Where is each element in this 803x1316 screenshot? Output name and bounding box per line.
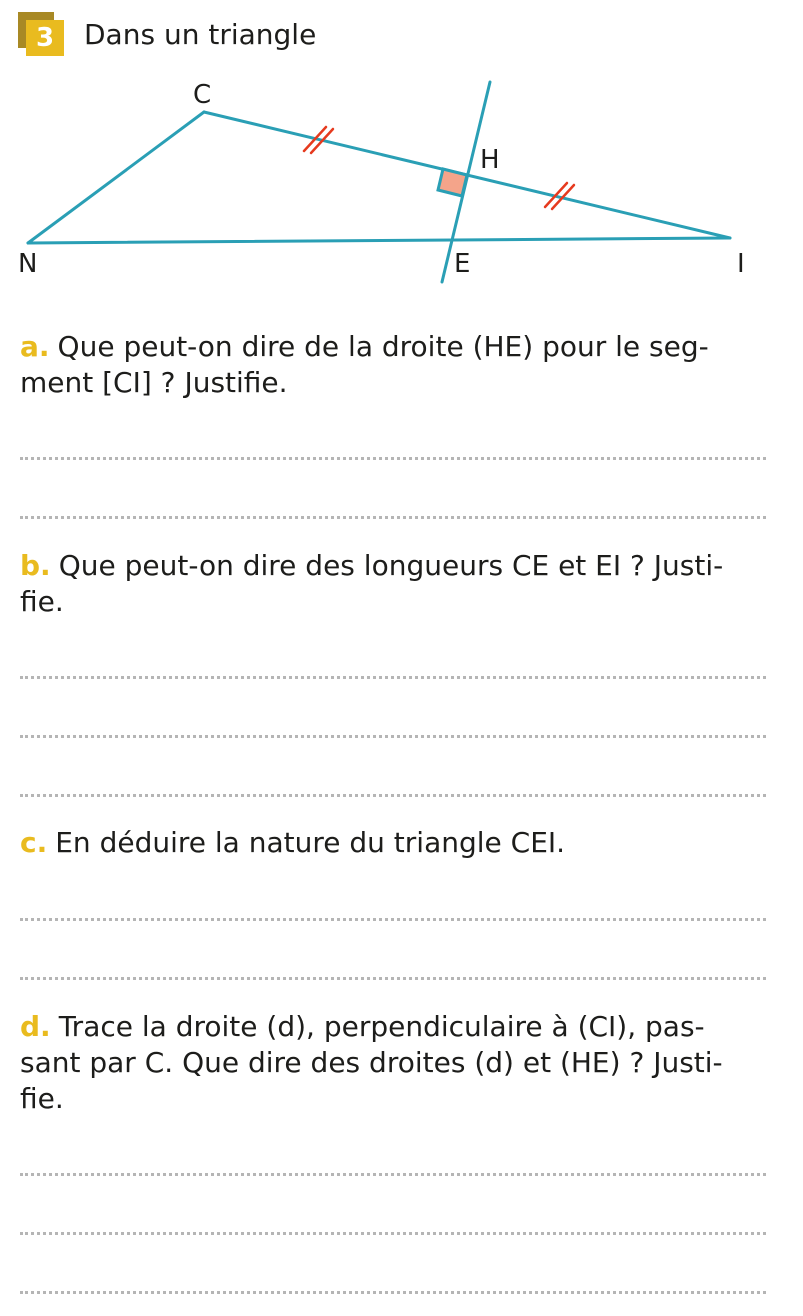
exercise-title: Dans un triangle: [84, 18, 317, 51]
answer-line[interactable]: [20, 457, 766, 460]
question-c: [20, 825, 780, 861]
point-label-H: H: [480, 145, 500, 175]
answer-line[interactable]: [20, 1291, 766, 1294]
answer-line[interactable]: [20, 918, 766, 921]
question-b: [20, 548, 780, 620]
right-angle-mark: [438, 169, 467, 196]
answer-line[interactable]: [20, 735, 766, 738]
answer-line[interactable]: [20, 794, 766, 797]
answer-line[interactable]: [20, 516, 766, 519]
question-a: [20, 329, 780, 401]
question-letter: b.: [20, 549, 51, 582]
point-label-I: I: [737, 249, 745, 279]
answer-line[interactable]: [20, 977, 766, 980]
point-label-C: C: [193, 80, 212, 110]
question-letter: c.: [20, 826, 48, 859]
answer-line[interactable]: [20, 1232, 766, 1235]
question-letter: a.: [20, 330, 50, 363]
question-text: Que peut-on dire des longueurs CE et EI ? Justi- fie.: [20, 549, 724, 618]
question-text: Que peut-on dire de la droite (HE) pour le seg- ment [CI] ? Justifie.: [20, 330, 709, 399]
exercise-number-badge: [18, 12, 64, 58]
question-text: Trace la droite (d), perpendiculaire à (CI), pas- sant par C. Que dire des droites (d) et (HE) ? Justi- fie.: [20, 1010, 723, 1115]
exercise-number: 3: [26, 20, 64, 56]
point-label-E: E: [454, 249, 471, 279]
question-letter: d.: [20, 1010, 51, 1043]
answer-line[interactable]: [20, 676, 766, 679]
question-d: [20, 1009, 780, 1117]
point-label-N: N: [18, 249, 38, 279]
question-text: En déduire la nature du triangle CEI.: [55, 826, 566, 859]
segment-NI: [28, 238, 730, 243]
answer-line[interactable]: [20, 1173, 766, 1176]
triangle-figure: [0, 70, 803, 290]
segment-NC: [28, 112, 204, 243]
